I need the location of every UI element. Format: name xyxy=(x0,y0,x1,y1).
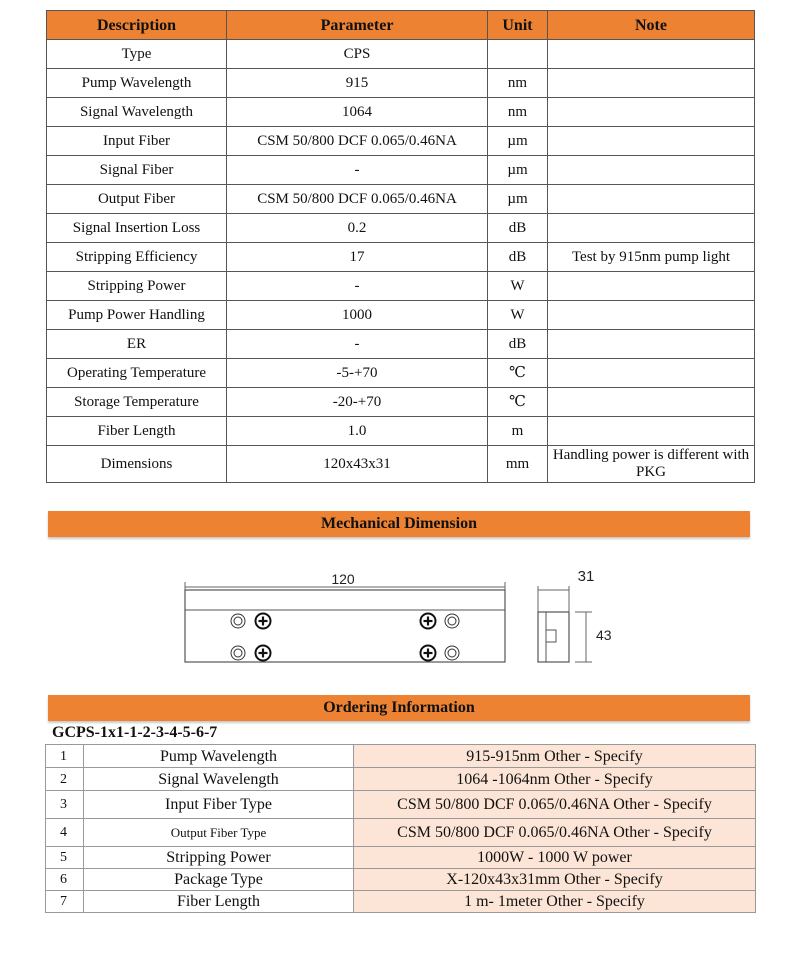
unit-cell: W xyxy=(488,272,548,301)
parameter-cell: CSM 50/800 DCF 0.065/0.46NA xyxy=(227,127,488,156)
model-code: GCPS-1x1-1-2-3-4-5-6-7 xyxy=(52,724,218,741)
table-row xyxy=(46,819,756,847)
table-row xyxy=(47,69,755,98)
table-row xyxy=(46,891,756,913)
table-row xyxy=(46,745,756,768)
parameter-cell: - xyxy=(227,156,488,185)
description-cell: Type xyxy=(47,40,227,69)
table-row xyxy=(46,791,756,819)
description-cell: Output Fiber xyxy=(47,185,227,214)
note-cell xyxy=(548,156,755,185)
description-cell: Dimensions xyxy=(47,446,227,483)
row-number: 3 xyxy=(46,791,84,819)
unit-cell: ℃ xyxy=(488,359,548,388)
parameter-cell: CPS xyxy=(227,40,488,69)
description-cell: Pump Wavelength xyxy=(47,69,227,98)
header-parameter: Parameter xyxy=(227,11,488,40)
unit-cell: µm xyxy=(488,156,548,185)
table-row xyxy=(47,40,755,69)
description-cell: Operating Temperature xyxy=(47,359,227,388)
description-cell: Signal Wavelength xyxy=(47,98,227,127)
note-cell xyxy=(548,301,755,330)
note-cell: Test by 915nm pump light xyxy=(548,243,755,272)
ordering-information-header: Ordering Information xyxy=(48,695,750,721)
row-number: 4 xyxy=(46,819,84,847)
note-cell xyxy=(548,69,755,98)
note-cell xyxy=(548,272,755,301)
parameter-cell: 1.0 xyxy=(227,417,488,446)
unit-cell: µm xyxy=(488,185,548,214)
mechanical-drawing xyxy=(180,560,620,670)
spec-table xyxy=(46,10,755,483)
spec-header-row xyxy=(47,11,755,40)
parameter-cell: -5-+70 xyxy=(227,359,488,388)
length-label: 120 xyxy=(331,571,355,587)
unit-cell: ℃ xyxy=(488,388,548,417)
option-name: Package Type xyxy=(84,869,354,891)
mechanical-dimension-header: Mechanical Dimension xyxy=(48,511,750,537)
table-row xyxy=(47,127,755,156)
header-note: Note xyxy=(548,11,755,40)
unit-cell: mm xyxy=(488,446,548,483)
row-number: 7 xyxy=(46,891,84,913)
note-cell xyxy=(548,214,755,243)
description-cell: Fiber Length xyxy=(47,417,227,446)
table-row xyxy=(46,768,756,791)
option-name: Pump Wavelength xyxy=(84,745,354,768)
parameter-cell: - xyxy=(227,330,488,359)
option-name: Fiber Length xyxy=(84,891,354,913)
header-unit: Unit xyxy=(488,11,548,40)
table-row xyxy=(47,446,755,483)
ordering-table xyxy=(45,744,756,913)
description-cell: ER xyxy=(47,330,227,359)
table-row xyxy=(47,417,755,446)
parameter-cell: 0.2 xyxy=(227,214,488,243)
note-cell xyxy=(548,417,755,446)
description-cell: Pump Power Handling xyxy=(47,301,227,330)
table-row xyxy=(47,243,755,272)
parameter-cell: 120x43x31 xyxy=(227,446,488,483)
height-label: 43 xyxy=(596,627,612,643)
table-row xyxy=(47,330,755,359)
table-row xyxy=(47,214,755,243)
parameter-cell: 1064 xyxy=(227,98,488,127)
unit-cell: nm xyxy=(488,69,548,98)
depth-label: 31 xyxy=(577,568,595,585)
table-row xyxy=(47,388,755,417)
option-value: 1064 -1064nm Other - Specify xyxy=(354,768,756,791)
description-cell: Stripping Power xyxy=(47,272,227,301)
unit-cell: W xyxy=(488,301,548,330)
table-row xyxy=(47,301,755,330)
option-value: CSM 50/800 DCF 0.065/0.46NA Other - Specify xyxy=(354,819,756,847)
description-cell: Stripping Efficiency xyxy=(47,243,227,272)
note-cell xyxy=(548,98,755,127)
option-value: X-120x43x31mm Other - Specify xyxy=(354,869,756,891)
parameter-cell: -20-+70 xyxy=(227,388,488,417)
description-cell: Signal Fiber xyxy=(47,156,227,185)
note-cell xyxy=(548,40,755,69)
description-cell: Storage Temperature xyxy=(47,388,227,417)
row-number: 1 xyxy=(46,745,84,768)
unit-cell: dB xyxy=(488,243,548,272)
row-number: 2 xyxy=(46,768,84,791)
note-cell xyxy=(548,185,755,214)
row-number: 5 xyxy=(46,847,84,869)
option-value: CSM 50/800 DCF 0.065/0.46NA Other - Specify xyxy=(354,791,756,819)
option-name: Input Fiber Type xyxy=(84,791,354,819)
unit-cell: dB xyxy=(488,214,548,243)
parameter-cell: - xyxy=(227,272,488,301)
parameter-cell: 1000 xyxy=(227,301,488,330)
parameter-cell: 17 xyxy=(227,243,488,272)
header-description: Description xyxy=(47,11,227,40)
table-row xyxy=(47,156,755,185)
note-cell xyxy=(548,127,755,156)
table-row xyxy=(47,359,755,388)
table-row xyxy=(47,98,755,127)
option-value: 915-915nm Other - Specify xyxy=(354,745,756,768)
table-row xyxy=(47,185,755,214)
table-row xyxy=(47,272,755,301)
unit-cell: m xyxy=(488,417,548,446)
option-name: Signal Wavelength xyxy=(84,768,354,791)
option-name: Output Fiber Type xyxy=(84,819,354,847)
parameter-cell: 915 xyxy=(227,69,488,98)
row-number: 6 xyxy=(46,869,84,891)
unit-cell: µm xyxy=(488,127,548,156)
description-cell: Signal Insertion Loss xyxy=(47,214,227,243)
option-value: 1 m- 1meter Other - Specify xyxy=(354,891,756,913)
unit-cell: dB xyxy=(488,330,548,359)
table-row xyxy=(46,869,756,891)
option-name: Stripping Power xyxy=(84,847,354,869)
note-cell: Handling power is different with PKG xyxy=(548,446,755,483)
note-cell xyxy=(548,330,755,359)
unit-cell xyxy=(488,40,548,69)
note-cell xyxy=(548,359,755,388)
table-row xyxy=(46,847,756,869)
option-value: 1000W - 1000 W power xyxy=(354,847,756,869)
description-cell: Input Fiber xyxy=(47,127,227,156)
note-cell xyxy=(548,388,755,417)
parameter-cell: CSM 50/800 DCF 0.065/0.46NA xyxy=(227,185,488,214)
unit-cell: nm xyxy=(488,98,548,127)
